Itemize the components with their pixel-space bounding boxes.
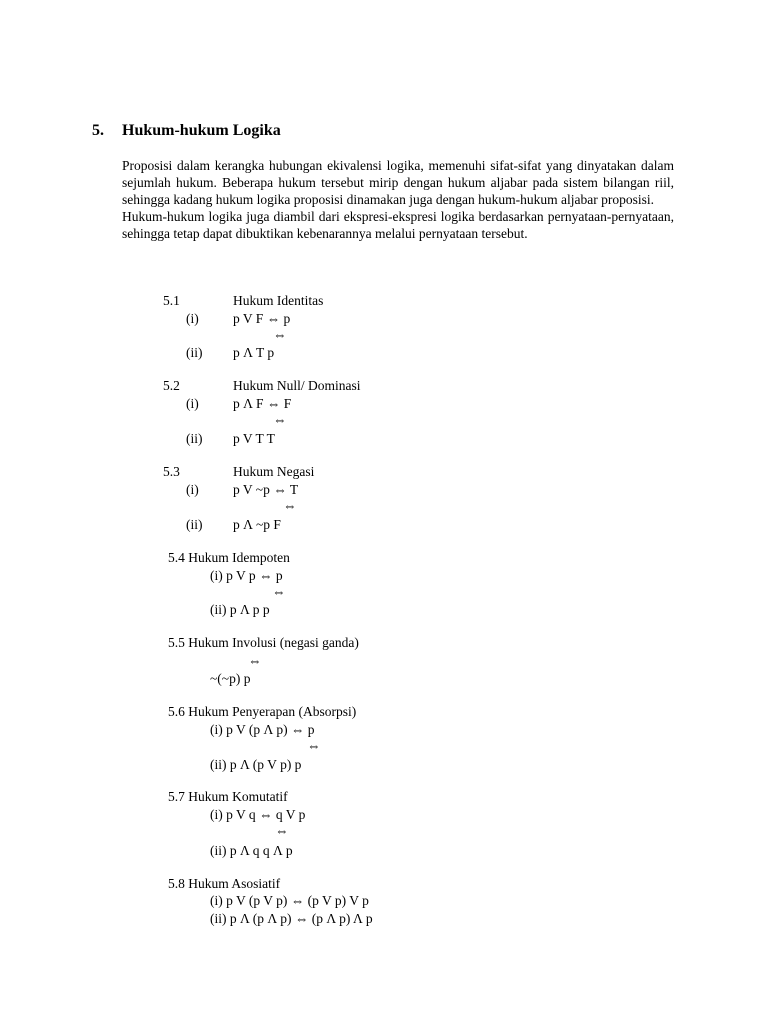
law-number: 5.3 [163, 464, 180, 479]
section-heading [92, 122, 281, 140]
law-formula: p V ~p ⇔ T [233, 482, 299, 497]
law-formula: (ii) p Λ (p V p) p [210, 757, 302, 772]
equiv-icon: ⇔ [273, 412, 287, 427]
law-title: 5.4 Hukum Idempoten [168, 550, 290, 565]
intro-text [122, 157, 674, 242]
law-formula: p V T T [233, 431, 275, 446]
item-label: (i) [186, 396, 199, 411]
law-formula: (ii) p Λ (p Λ p) ⇔ (p Λ p) Λ p [210, 911, 373, 926]
paragraph: Proposisi dalam kerangka hubungan ekivalensi logika, memenuhi sifat-sifat yang dinyatakan dalam sejumlah hukum. Beberapa hukum tersebut mirip dengan hukum aljabar pada sistem bilangan riil, sehingga kadang hukum logika proposisi dinamakan juga dengan hukum-hukum aljabar proposisi. [122, 158, 674, 207]
law-formula: (i) p V q ⇔ q V p [210, 807, 306, 822]
law-number: 5.1 [163, 293, 180, 308]
law-title: 5.6 Hukum Penyerapan (Absorpsi) [168, 704, 357, 719]
law-title: 5.8 Hukum Asosiatif [168, 876, 281, 891]
item-label: (i) [186, 482, 199, 497]
section-number: 5. [92, 122, 104, 139]
law-formula: p Λ T p [233, 345, 275, 360]
paragraph: Hukum-hukum logika juga diambil dari ekspresi-ekspresi logika berdasarkan pernyataan-pernyataan, sehingga tetap dapat dibuktikan kebenarannya melalui pernyataan tersebut. [122, 209, 674, 241]
section-title: Hukum-hukum Logika [122, 122, 281, 139]
item-label: (ii) [186, 345, 203, 360]
law-formula: p Λ F ⇔ F [233, 396, 292, 411]
law-formula: p V F ⇔ p [233, 311, 291, 326]
law-name: Hukum Identitas [233, 293, 324, 308]
law-formula: ~(~p) p [210, 671, 251, 686]
law-formula: (ii) p Λ q q Λ p [210, 843, 293, 858]
law-formula: (i) p V (p V p) ⇔ (p V p) V p [210, 893, 369, 908]
equiv-icon: ⇔ [283, 498, 297, 513]
equiv-icon: ⇔ [307, 738, 321, 753]
equiv-icon: ⇔ [275, 823, 289, 838]
item-label: (ii) [186, 517, 203, 532]
equiv-icon: ⇔ [248, 653, 262, 668]
law-title: 5.7 Hukum Komutatif [168, 789, 288, 804]
item-label: (ii) [186, 431, 203, 446]
law-formula: p Λ ~p F [233, 517, 281, 532]
law-formula: (i) p V p ⇔ p [210, 568, 283, 583]
equiv-icon: ⇔ [272, 584, 286, 599]
law-formula: (ii) p Λ p p [210, 602, 270, 617]
law-number: 5.2 [163, 378, 180, 393]
item-label: (i) [186, 311, 199, 326]
law-name: Hukum Negasi [233, 464, 315, 479]
law-formula: (i) p V (p Λ p) ⇔ p [210, 722, 315, 737]
law-name: Hukum Null/ Dominasi [233, 378, 361, 393]
equiv-icon: ⇔ [273, 327, 287, 342]
law-title: 5.5 Hukum Involusi (negasi ganda) [168, 635, 359, 650]
